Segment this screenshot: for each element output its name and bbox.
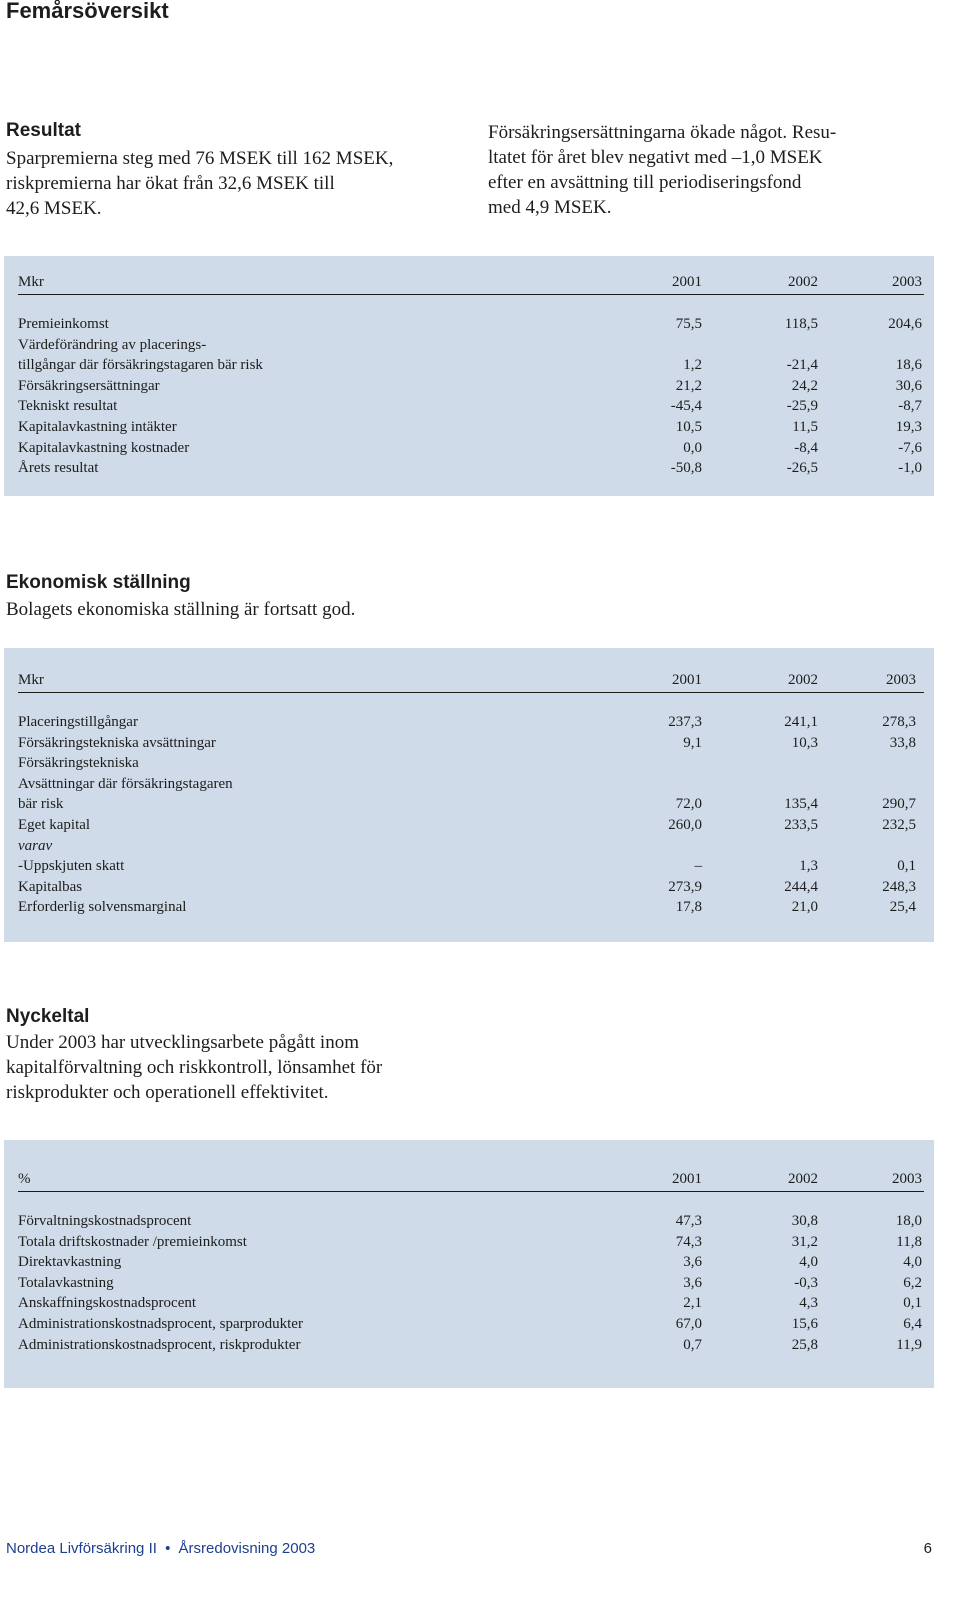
cell-value: 244,4 (784, 878, 818, 895)
footer-report: Årsredovisning 2003 (178, 1540, 316, 1557)
year-header: 2001 (672, 1171, 702, 1187)
table-header (18, 272, 924, 295)
unit-label: Mkr (18, 672, 44, 688)
cell-value: 248,3 (882, 878, 916, 895)
cell-value: 11,5 (792, 418, 818, 435)
text-line: riskpremierna har ökat från 32,6 MSEK till (6, 173, 335, 194)
cell-value: -0,3 (794, 1274, 818, 1291)
table-body (18, 1211, 924, 1355)
cell-value: 75,5 (675, 316, 702, 332)
text-line: efter en avsättning till periodiseringsfond (488, 172, 802, 193)
table-resultat (18, 272, 924, 479)
cell-value: 30,8 (791, 1213, 818, 1229)
cell-value: 278,3 (882, 714, 916, 730)
cell-value: 24,2 (791, 377, 818, 394)
cell-value: 4,3 (799, 1295, 818, 1312)
table-row (18, 376, 924, 397)
cell-value: 21,2 (675, 377, 702, 394)
cell-value: 67,0 (675, 1315, 702, 1332)
resultat-text-left (6, 146, 466, 221)
row-label: Totala driftskostnader /premieinkomst (18, 1233, 247, 1250)
table-row (18, 1273, 924, 1294)
row-label: Totalavkastning (18, 1274, 114, 1291)
cell-value: 30,6 (895, 377, 922, 394)
row-label: Administrationskostnadsprocent, sparprodukter (18, 1315, 303, 1332)
cell-value: – (694, 858, 702, 875)
year-header: 2003 (892, 274, 922, 290)
cell-value: -45,4 (670, 398, 702, 415)
table-row (18, 897, 924, 918)
cell-value: 6,4 (903, 1315, 922, 1332)
text-line: kapitalförvaltning och riskkontroll, lönsamhet för (6, 1057, 383, 1078)
cell-value: 72,0 (675, 796, 702, 813)
cell-value: 17,8 (675, 899, 702, 916)
cell-value: 6,2 (903, 1274, 922, 1291)
table-row (18, 774, 924, 795)
year-header: 2002 (788, 672, 818, 688)
footer-company: Nordea Livförsäkring II (6, 1540, 157, 1557)
table-row (18, 794, 924, 815)
table-row (18, 1293, 924, 1314)
row-label: -Uppskjuten skatt (18, 858, 125, 875)
table-header (18, 670, 924, 693)
table-panel-ekonomisk (4, 648, 934, 942)
table-row (18, 1252, 924, 1273)
cell-value: -26,5 (786, 460, 818, 477)
year-header: 2002 (788, 274, 818, 290)
unit-label: Mkr (18, 274, 44, 290)
resultat-text-right (488, 120, 928, 220)
text-line: riskprodukter och operationell effektivitet. (6, 1082, 329, 1103)
table-ekonomisk (18, 670, 924, 918)
cell-value: -25,9 (786, 398, 818, 415)
cell-value: -21,4 (786, 357, 818, 374)
row-label: Direktavkastning (18, 1254, 122, 1271)
cell-value: 19,3 (895, 418, 922, 435)
unit-label: % (18, 1171, 31, 1187)
cell-value: 0,0 (683, 439, 702, 456)
cell-value: -8,7 (898, 398, 922, 415)
footer (6, 1540, 315, 1557)
row-label: Kapitalbas (18, 878, 83, 895)
cell-value: -7,6 (898, 439, 922, 456)
ekonomisk-text: Bolagets ekonomiska ställning är fortsatt god. (6, 599, 356, 620)
table-panel-resultat (4, 256, 934, 496)
text-line: 42,6 MSEK. (6, 198, 102, 219)
row-label: Tekniskt resultat (18, 398, 118, 415)
row-label: Avsättningar där försäkringstagaren (18, 775, 233, 792)
section-heading-ekonomisk: Ekonomisk ställning (6, 572, 191, 593)
row-label: varav (18, 837, 53, 854)
cell-value: 74,3 (675, 1233, 702, 1250)
cell-value: 10,3 (791, 734, 818, 751)
row-label: Förvaltningskostnadsprocent (18, 1213, 192, 1229)
row-label: Erforderlig solvensmarginal (18, 899, 187, 916)
row-label: tillgångar där försäkringstagaren bär risk (18, 357, 263, 374)
cell-value: 237,3 (668, 714, 702, 730)
text-line: ltatet för året blev negativt med –1,0 MSEK (488, 147, 823, 168)
cell-value: 0,7 (683, 1336, 702, 1353)
row-label: Försäkringstekniska avsättningar (18, 734, 216, 751)
table-body (18, 712, 924, 918)
cell-value: 3,6 (683, 1254, 702, 1271)
table-row (18, 355, 924, 376)
text-line: med 4,9 MSEK. (488, 197, 612, 218)
cell-value: 233,5 (784, 816, 818, 833)
cell-value: 290,7 (882, 796, 916, 813)
cell-value: 241,1 (784, 714, 818, 730)
table-row (18, 1232, 924, 1253)
cell-value: 260,0 (668, 816, 702, 833)
row-label: Placeringstillgångar (18, 714, 138, 730)
row-label: Anskaffningskostnadsprocent (18, 1295, 197, 1312)
cell-value: 18,0 (895, 1213, 922, 1229)
cell-value: 15,6 (791, 1315, 818, 1332)
year-header: 2001 (672, 274, 702, 290)
table-body (18, 314, 924, 479)
row-label: Värdeförändring av placerings- (18, 336, 207, 353)
table-row (18, 877, 924, 898)
year-header: 2003 (892, 1171, 922, 1187)
cell-value: 33,8 (889, 734, 916, 751)
table-row (18, 815, 924, 836)
cell-value: 18,6 (895, 357, 922, 374)
text-line: Försäkringsersättningarna ökade något. Resu- (488, 122, 837, 143)
table-row (18, 1314, 924, 1335)
table-row (18, 458, 924, 479)
cell-value: -50,8 (670, 460, 702, 477)
table-row (18, 314, 924, 335)
cell-value: -1,0 (898, 460, 922, 477)
text-line: Sparpremierna steg med 76 MSEK till 162 MSEK, (6, 148, 394, 169)
table-row (18, 335, 924, 356)
table-row (18, 1211, 924, 1232)
year-header: 2001 (672, 672, 702, 688)
year-header: 2003 (886, 672, 916, 688)
table-row (18, 417, 924, 438)
cell-value: 2,1 (683, 1295, 702, 1312)
section-heading-nyckeltal: Nyckeltal (6, 1006, 90, 1027)
cell-value: 3,6 (683, 1274, 702, 1291)
cell-value: 0,1 (897, 858, 916, 875)
cell-value: 31,2 (791, 1233, 818, 1250)
row-label: Kapitalavkastning intäkter (18, 418, 177, 435)
cell-value: 25,8 (791, 1336, 818, 1353)
row-label: Årets resultat (18, 460, 99, 477)
cell-value: 0,1 (903, 1295, 922, 1312)
footer-bullet: • (165, 1540, 171, 1557)
cell-value: 10,5 (675, 418, 702, 435)
cell-value: 1,3 (799, 858, 818, 875)
cell-value: 135,4 (784, 796, 818, 813)
table-row (18, 856, 924, 877)
table-panel-nyckeltal (4, 1140, 934, 1388)
row-label: Eget kapital (18, 816, 91, 833)
cell-value: 4,0 (903, 1254, 922, 1271)
cell-value: 118,5 (784, 316, 818, 332)
table-row (18, 836, 924, 857)
table-row (18, 396, 924, 417)
table-nyckeltal (18, 1169, 924, 1355)
row-label: Försäkringstekniska (18, 755, 139, 772)
text-line: Under 2003 har utvecklingsarbete pågått inom (6, 1032, 359, 1053)
cell-value: 47,3 (675, 1213, 702, 1229)
row-label: Premieinkomst (18, 316, 109, 332)
table-header (18, 1169, 924, 1192)
cell-value: 11,8 (896, 1233, 922, 1250)
row-label: Försäkringsersättningar (18, 377, 160, 394)
row-label: Kapitalavkastning kostnader (18, 439, 190, 456)
cell-value: -8,4 (794, 439, 818, 456)
page-title: Femårsöversikt (6, 0, 169, 23)
row-label: bär risk (18, 796, 64, 813)
table-row (18, 753, 924, 774)
section-heading-resultat: Resultat (6, 120, 81, 141)
cell-value: 1,2 (683, 357, 702, 374)
cell-value: 232,5 (882, 816, 916, 833)
cell-value: 204,6 (888, 316, 922, 332)
table-row (18, 1335, 924, 1356)
table-row (18, 712, 924, 733)
cell-value: 11,9 (896, 1336, 922, 1353)
cell-value: 4,0 (799, 1254, 818, 1271)
table-row (18, 438, 924, 459)
cell-value: 273,9 (668, 878, 702, 895)
cell-value: 21,0 (791, 899, 818, 916)
cell-value: 9,1 (683, 734, 702, 751)
year-header: 2002 (788, 1171, 818, 1187)
page-number: 6 (923, 1540, 932, 1557)
nyckeltal-text (6, 1030, 706, 1105)
table-row (18, 733, 924, 754)
cell-value: 25,4 (889, 899, 916, 916)
row-label: Administrationskostnadsprocent, riskprodukter (18, 1336, 301, 1353)
